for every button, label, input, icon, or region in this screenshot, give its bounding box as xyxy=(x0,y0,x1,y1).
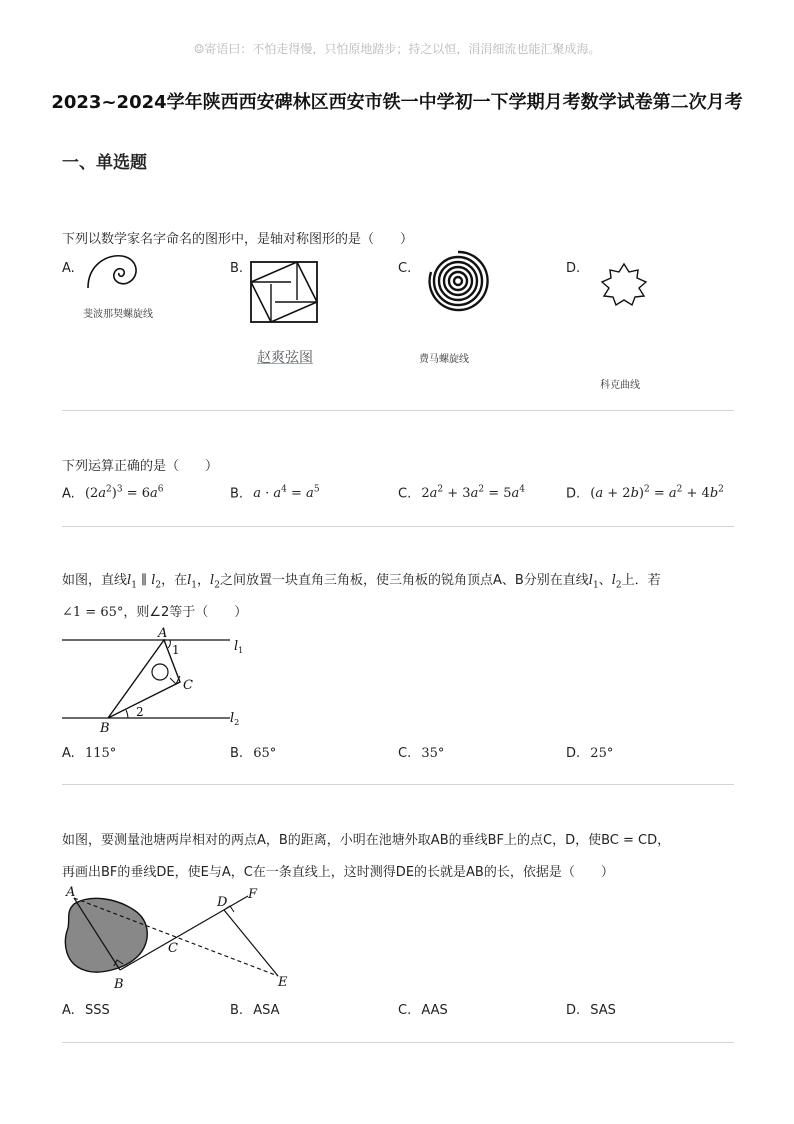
q4-option-a-value: SSS xyxy=(84,1003,110,1018)
q4-label-c: C xyxy=(168,941,178,956)
q3-option-b-label: B. xyxy=(230,746,244,761)
q3-option-a[interactable] xyxy=(62,746,116,761)
q1-option-d-label[interactable]: D. xyxy=(566,261,581,276)
q3-lines-expression: $l_1$、$l_2$ xyxy=(588,573,622,591)
q4-option-c-label: C. xyxy=(398,1003,412,1018)
q2-option-c[interactable] xyxy=(398,485,525,501)
q4-option-a-label: A. xyxy=(62,1003,75,1018)
page-title: 2023~2024学年陕西西安碑林区西安市铁一中学初一下学期月考数学试卷第二次月考 xyxy=(51,92,743,113)
q2-option-a-expression: $(2a^2)^3 = 6a^6$ xyxy=(84,485,164,502)
q3-text: 如图，直线 xyxy=(62,573,128,588)
q2-option-c-expression: $2a^2 + 3a^2 = 5a^4$ xyxy=(421,485,526,502)
q4-option-c-value: AAS xyxy=(421,1003,448,1018)
q3-label-a: A xyxy=(158,626,168,641)
zhaoshuang-string-diagram-icon xyxy=(249,260,319,324)
q3-text: ，则∠2等于（ ） xyxy=(123,605,248,620)
q3-lines-expression: $l_1$，$l_2$ xyxy=(187,573,220,591)
q2-option-a[interactable] xyxy=(62,485,164,501)
q1-caption-c: 费马螺旋线 xyxy=(419,354,469,365)
q4-pond-figure xyxy=(60,884,300,996)
q4-option-a[interactable] xyxy=(62,1003,110,1018)
q4-option-b-label: B. xyxy=(230,1003,244,1018)
q2-option-b-expression: $a \cdot a^4 = a^5$ xyxy=(253,485,320,502)
q3-option-d[interactable] xyxy=(566,746,613,761)
fermat-spiral-icon xyxy=(425,250,491,312)
question-4-stem-line1: 如图，要测量池塘两岸相对的两点A，B的距离，小明在池塘外取AB的垂线BF上的点C，D，使BC = CD， xyxy=(62,833,671,848)
q3-label-c: C xyxy=(183,678,193,693)
divider xyxy=(62,784,734,785)
q3-option-c-value: 35° xyxy=(421,746,445,761)
koch-snowflake-icon xyxy=(594,262,654,308)
motto-banner: ☺寄语曰：不怕走得慢，只怕原地踏步；持之以恒，涓涓细流也能汇聚成海。 xyxy=(193,42,601,56)
question-2-stem: 下列运算正确的是（ ） xyxy=(62,459,219,474)
question-3-stem-line2 xyxy=(62,601,247,620)
q4-label-f: F xyxy=(248,887,258,902)
q1-caption-d: 科克曲线 xyxy=(600,380,640,391)
q3-option-d-value: 25° xyxy=(590,746,614,761)
q3-option-b-value: 65° xyxy=(253,746,277,761)
q4-label-a: A xyxy=(66,885,76,900)
q4-option-c[interactable] xyxy=(398,1003,448,1018)
section-heading: 一、单选题 xyxy=(62,153,147,173)
q4-label-b: B xyxy=(114,977,124,992)
q1-caption-b: 赵爽弦图 xyxy=(257,350,313,366)
q3-option-d-label: D. xyxy=(566,746,581,761)
q4-label-e: E xyxy=(278,975,288,990)
q3-label-l1: $l_1$ xyxy=(234,639,244,655)
q3-parallel-expression: $l_1$ ∥ $l_2$ xyxy=(127,573,162,591)
q3-text: 上．若 xyxy=(621,573,661,588)
q4-option-d-value: SAS xyxy=(590,1003,616,1018)
fibonacci-spiral-icon xyxy=(84,250,144,290)
q2-option-b[interactable] xyxy=(230,485,320,501)
q2-option-c-label: C. xyxy=(398,486,412,502)
q3-text: 之间放置一块直角三角板，使三角板的锐角顶点A、B分别在直线 xyxy=(219,573,589,588)
q1-caption-a: 斐波那契螺旋线 xyxy=(83,309,153,320)
q1-option-a-label[interactable]: A. xyxy=(62,261,75,276)
q3-angle-1-label: 1 xyxy=(172,643,180,657)
divider xyxy=(62,526,734,527)
q3-angle-2-label: 2 xyxy=(136,705,144,719)
q4-option-d-label: D. xyxy=(566,1003,581,1018)
q3-label-l2: $l_2$ xyxy=(230,711,240,727)
q3-option-a-label: A. xyxy=(62,746,75,761)
q4-label-d: D xyxy=(217,895,228,910)
q3-option-a-value: 115° xyxy=(84,746,117,761)
q3-option-c-label: C. xyxy=(398,746,412,761)
q3-label-b: B xyxy=(100,721,110,736)
q2-option-d[interactable] xyxy=(566,485,724,501)
question-3-stem-line1 xyxy=(62,569,742,591)
q1-option-b-label[interactable]: B. xyxy=(230,261,244,276)
q2-option-a-label: A. xyxy=(62,486,75,502)
q2-option-d-label: D. xyxy=(566,486,581,502)
q3-triangle-figure xyxy=(60,626,260,738)
q4-option-d[interactable] xyxy=(566,1003,616,1018)
divider xyxy=(62,410,734,411)
q2-option-d-expression: $(a + 2b)^2 = a^2 + 4b^2$ xyxy=(590,485,724,502)
q3-angle-expression: ∠1 = 65° xyxy=(62,605,124,620)
q2-option-b-label: B. xyxy=(230,486,244,502)
divider xyxy=(62,1042,734,1043)
q4-option-b-value: ASA xyxy=(253,1003,280,1018)
question-1-stem: 下列以数学家名字命名的图形中，是轴对称图形的是（ ） xyxy=(62,232,414,247)
q3-text: ，在 xyxy=(161,573,188,588)
q1-option-c-label[interactable]: C. xyxy=(398,261,412,276)
q3-option-c[interactable] xyxy=(398,746,444,761)
q4-option-b[interactable] xyxy=(230,1003,279,1018)
q3-option-b[interactable] xyxy=(230,746,276,761)
question-4-stem-line2: 再画出BF的垂线DE，使E与A，C在一条直线上，这时测得DE的长就是AB的长，依据是（ ） xyxy=(62,865,614,880)
